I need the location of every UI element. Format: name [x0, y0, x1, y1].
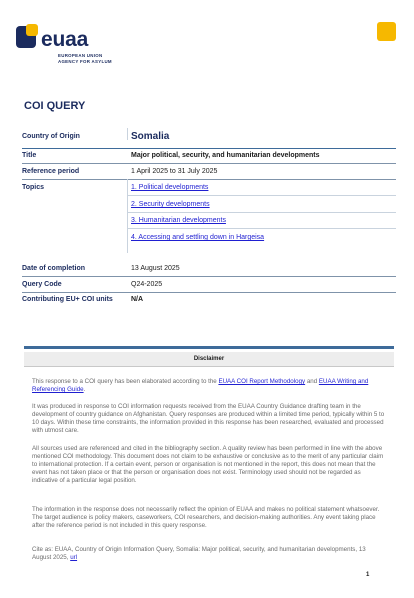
methodology-link[interactable]: EUAA COI Report Methodology	[218, 378, 306, 385]
methodology-text-a: This response to a COI query has been elaborated according to the	[32, 378, 219, 385]
cite-url-link[interactable]: url	[70, 554, 78, 561]
disclaimer-paragraph-opinion: The information in the response does not necessarily reflect the opinion of EUAA and makes no political statement whatsoever. The target audience is policy makers, caseworkers, COI researchers, and decision-making authorities. Any event taking place after the reference period is not included in this query response.	[32, 506, 380, 529]
query-code-value: Q24-2025	[131, 281, 163, 288]
topic-link-3[interactable]: 3. Humanitarian developments	[131, 217, 226, 224]
completion-label: Date of completion	[22, 265, 86, 272]
cite-text: Cite as: EUAA, Country of Origin Information Query, Somalia: Major political, security, and humanitarian developments, 13 August 2025,	[32, 546, 366, 561]
methodology-text-b: and	[305, 378, 319, 385]
title-value: Major political, security, and humanitarian developments	[131, 152, 320, 159]
corner-accent-tab	[377, 22, 396, 41]
query-code-label: Query Code	[22, 281, 62, 288]
units-label: Contributing EU+ COI units	[22, 296, 113, 303]
page-title: COI QUERY	[24, 100, 86, 112]
topic-link-2[interactable]: 2. Security developments	[131, 201, 210, 208]
methodology-text-c: .	[83, 386, 86, 393]
logo-subtitle-line2: AGENCY FOR ASYLUM	[58, 59, 112, 64]
euaa-logo-mark-icon	[16, 24, 38, 50]
writing-guide-link[interactable]: EUAA Writing and Referencing Guide	[32, 378, 369, 393]
disclaimer-header	[24, 352, 394, 367]
disclaimer-paragraph-production: It was produced in response to COI information requests received from the EUAA Country Guidance drafting team in the development of country guidance on Afghanistan. Query responses are produced within a limited time period, typically within 5 to 10 days. Within these time constraints, the information provided in this response has been researched, evaluated and processed with utmost care.	[32, 403, 385, 434]
title-label: Title	[22, 152, 37, 159]
period-value: 1 April 2025 to 31 July 2025	[131, 168, 218, 175]
disclaimer-heading: Disclaimer	[193, 356, 225, 362]
page-number: 1	[366, 572, 370, 578]
euaa-logo	[16, 24, 146, 68]
country-value: Somalia	[131, 131, 170, 142]
topic-link-1[interactable]: 1. Political developments	[131, 184, 209, 191]
period-label: Reference period	[22, 168, 80, 175]
units-value: N/A	[131, 296, 144, 303]
disclaimer-paragraph-cite	[32, 546, 386, 562]
topic-link-4[interactable]: 4. Accessing and settling down in Hargeisa	[131, 234, 265, 241]
topics-label: Topics	[22, 184, 45, 191]
disclaimer-top-rule	[24, 346, 394, 349]
disclaimer-paragraph-methodology	[32, 378, 386, 394]
logo-wordmark: euaa	[41, 28, 89, 51]
logo-subtitle-line1: EUROPEAN UNION	[58, 53, 103, 58]
country-label: Country of Origin	[22, 133, 80, 140]
completion-value: 13 August 2025	[131, 265, 180, 272]
disclaimer-paragraph-sources: All sources used are referenced and cited in the bibliography section. A quality review has been performed in line with the above mentioned COI methodology. This document does not claim to be exhaustive or conclusive as to the merit of any particular claim to international protection. If a certain event, person or organisation is not mentioned in the report, this does not mean that the event has not taken place or that the person or organisation does not exist. Terminology used should not be regarded as indicative of a particular legal position.	[32, 445, 384, 484]
